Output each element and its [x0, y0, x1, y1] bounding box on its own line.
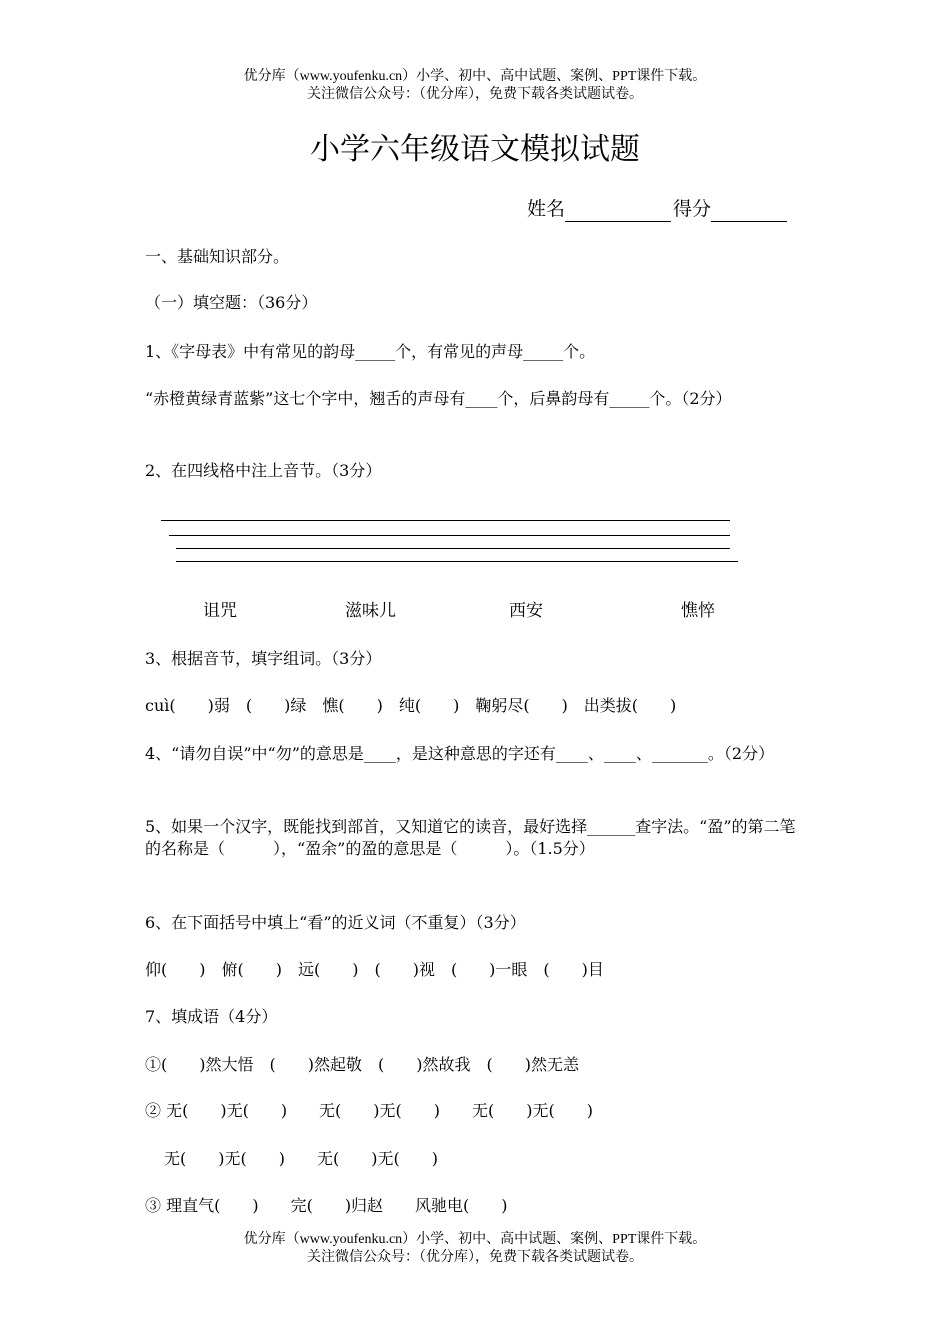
- question-7: 7、填成语（4分）: [145, 1007, 278, 1026]
- question-2: 2、在四线格中注上音节。（3分）: [145, 461, 382, 480]
- question-3-items: cuì( )弱 ( )绿 憔( ) 纯( ) 鞠躬尽( ) 出类拔( ): [145, 696, 677, 715]
- header-site-line: 优分库（www.youfenku.cn）小学、初中、高中试题、案例、PPT课件下载。: [243, 69, 707, 84]
- question-7-row4: ③ 理直气( ) 完( )归赵 风驰电( ): [145, 1196, 508, 1215]
- footer-wechat-line: 关注微信公众号：（优分库），免费下载各类试题试卷。: [307, 1250, 643, 1265]
- question-1a: 1、《字母表》中有常见的韵母_____个，有常见的声母_____个。: [145, 342, 596, 361]
- grid-word: 滋味儿: [345, 601, 396, 621]
- question-3: 3、根据音节，填字组词。（3分）: [145, 649, 382, 668]
- grid-line: [176, 548, 730, 549]
- grid-word: 诅咒: [203, 601, 237, 621]
- name-blank[interactable]: [565, 201, 671, 222]
- grid-word: 憔悴: [681, 601, 715, 621]
- grid-line: [161, 520, 730, 521]
- question-7-row1: ①( )然大悟 ( )然起敬 ( )然故我 ( )然无恙: [145, 1055, 579, 1074]
- header-wechat-line: 关注微信公众号：（优分库），免费下载各类试题试卷。: [307, 87, 643, 102]
- name-label: 姓名: [527, 198, 566, 220]
- question-4: 4、“请勿自误”中“勿”的意思是____，是这种意思的字还有____、____、_______。（2分）: [145, 744, 775, 763]
- section-heading: 一、基础知识部分。: [145, 247, 290, 266]
- question-1b: “赤橙黄绿青蓝紫”这七个字中，翘舌的声母有____个，后鼻韵母有_____个。（2分）: [145, 389, 732, 408]
- page-title: 小学六年级语文模拟试题: [310, 132, 640, 167]
- question-5: 5、如果一个汉字，既能找到部首，又知道它的读音，最好选择______查字法。“盈”的第二笔的名称是（ ），“盈余”的盈的意思是（ ）。（1.5分）: [145, 817, 796, 858]
- grid-word: 西安: [509, 601, 543, 621]
- question-7-row3: 无( )无( ) 无( )无( ): [164, 1149, 438, 1168]
- score-blank[interactable]: [711, 201, 787, 222]
- question-6-items: 仰( ) 俯( ) 远( ) ( )视 ( )一眼 ( )目: [145, 960, 604, 979]
- grid-line: [176, 561, 738, 562]
- score-label: 得分: [673, 198, 712, 220]
- grid-line: [169, 535, 730, 536]
- footer-site-line: 优分库（www.youfenku.cn）小学、初中、高中试题、案例、PPT课件下载。: [243, 1232, 707, 1247]
- name-score-bar: [527, 196, 789, 222]
- question-6: 6、在下面括号中填上“看”的近义词（不重复）（3分）: [145, 913, 526, 932]
- subsection-heading: （一）填空题：（36分）: [145, 293, 318, 312]
- question-7-row2: ② 无( )无( ) 无( )无( ) 无( )无( ): [145, 1101, 593, 1120]
